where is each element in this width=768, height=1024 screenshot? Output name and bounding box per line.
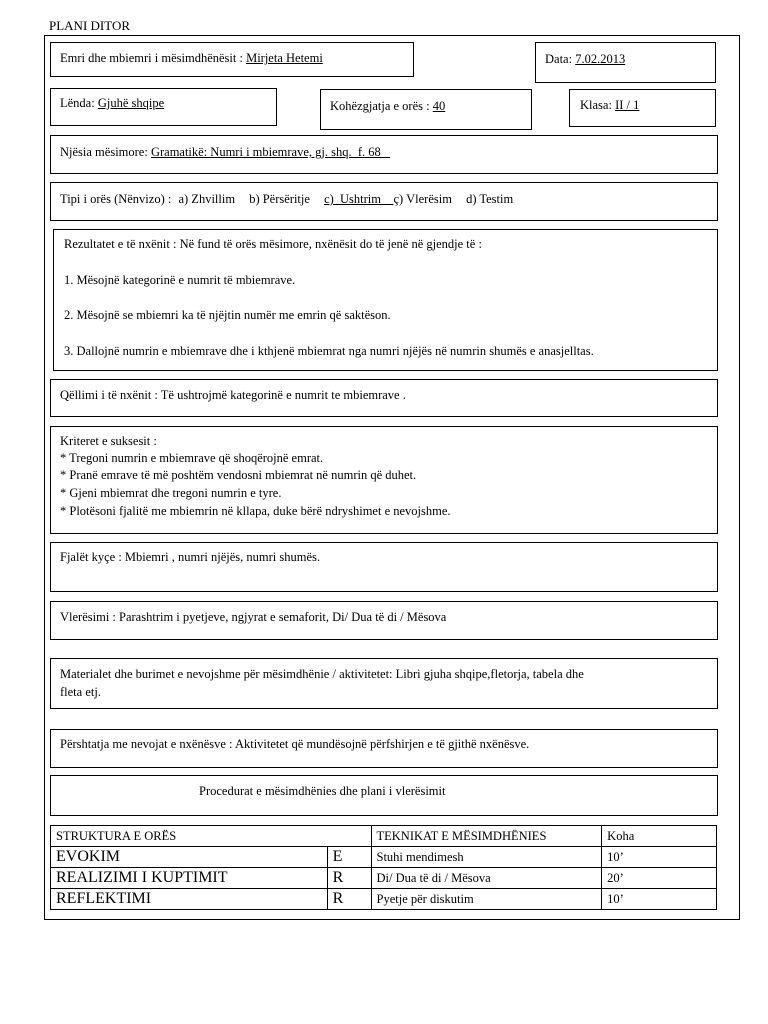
teacher-label: Emri dhe mbiemri i mësimdhënësit : (60, 51, 243, 65)
assessment-text: Vlerësimi : Parashtrim i pyetjeve, ngjyrat e semaforit, Di/ Dua të di / Mësova (60, 610, 447, 624)
materials-box (50, 658, 718, 709)
class-box (569, 89, 716, 127)
subject-label: Lënda: (60, 96, 95, 110)
code-cell: R (327, 868, 371, 889)
unit-value: Gramatikë: Numri i mbiemrave, gj. shq. f. 68 (150, 145, 391, 159)
class-value: II / 1 (615, 98, 640, 112)
technique-cell: Pyetje për diskutim (371, 889, 602, 910)
adaptation-text: Përshtatja me nevojat e nxënësve : Aktivitetet që mundësojnë përfshirjen e të gjithë nxënësve. (60, 737, 530, 751)
option-vleresim: ç) Vlerësim (393, 192, 452, 206)
technique-cell: Stuhi mendimesh (371, 847, 602, 868)
subject-box (50, 88, 277, 126)
phase-cell: REFLEKTIMI (51, 889, 328, 910)
class-label: Klasa: (580, 98, 612, 112)
option-testim: d) Testim (466, 192, 514, 206)
table-header-row (51, 826, 717, 847)
assessment-box (50, 601, 718, 640)
criteria-item: * Gjeni mbiemrat dhe tregoni numrin e tyre. (60, 486, 282, 500)
phase-cell: EVOKIM (51, 847, 328, 868)
option-zhvillim: a) Zhvillim (178, 192, 236, 206)
option-ushtrim: c) Ushtrim (324, 192, 381, 206)
option-perseritje: b) Përsëritje (249, 192, 310, 206)
outcome-item: 3. Dallojnë numrin e mbiemrave dhe i kthjenë mbiemrat nga numri njëjës në numrin shumës e anasjelltas. (64, 344, 594, 358)
duration-box (320, 89, 532, 130)
goal-box (50, 379, 718, 417)
outcome-item: 2. Mësojnë se mbiemri ka të njëjtin numër me emrin që saktëson. (64, 308, 391, 322)
phase-cell: REALIZIMI I KUPTIMIT (51, 868, 328, 889)
duration-value: 40 (432, 99, 446, 113)
time-cell: 10’ (602, 847, 717, 868)
header-techniques: TEKNIKAT E MËSIMDHËNIES (371, 826, 602, 847)
outcome-item: 1. Mësojnë kategorinë e numrit të mbiemrave. (64, 273, 296, 287)
subject-value: Gjuhë shqipe (97, 96, 165, 110)
header-time: Koha (602, 826, 717, 847)
procedures-title: Procedurat e mësimdhënies dhe plani i vlerësimit (199, 784, 446, 798)
lesson-type-label: Tipi i orës (Nënvizo) : (60, 192, 172, 206)
time-cell: 20’ (602, 868, 717, 889)
criteria-item: * Plotësoni fjalitë me mbiemrin në kllapa, duke bërë ndryshimet e nevojshme. (60, 504, 451, 518)
keywords-text: Fjalët kyçe : Mbiemri , numri njëjës, numri shumës. (60, 550, 321, 564)
structure-table (50, 825, 717, 910)
materials-line-2: fleta etj. (60, 685, 101, 699)
time-cell: 10’ (602, 889, 717, 910)
criteria-title: Kriteret e suksesit : (60, 434, 157, 448)
page-title: PLANI DITOR (49, 18, 131, 33)
technique-cell: Di/ Dua të di / Mësova (371, 868, 602, 889)
outcomes-intro: Rezultatet e të nxënit : Në fund të orës mësimore, nxënësit do të jenë në gjendje të : (64, 237, 482, 251)
date-value: 7.02.2013 (575, 52, 626, 66)
goal-text: Qëllimi i të nxënit : Të ushtrojmë kategorinë e numrit te mbiemrave . (60, 388, 406, 402)
table-row (51, 868, 717, 889)
teacher-box (50, 42, 414, 77)
teacher-name: Mirjeta Hetemi (246, 51, 323, 65)
keywords-box (50, 542, 718, 592)
criteria-item: * Tregoni numrin e mbiemrave që shoqërojnë emrat. (60, 451, 324, 465)
materials-line-1: Materialet dhe burimet e nevojshme për mësimdhënie / aktivitetet: Libri gjuha shqipe,fletorja, tabela dhe (60, 667, 584, 681)
header-structure: STRUKTURA E ORËS (51, 826, 372, 847)
criteria-item: * Pranë emrave të më poshtëm vendosni mbiemrat në numrin që duhet. (60, 468, 417, 482)
table-row (51, 847, 717, 868)
unit-label: Njësia mësimore: (60, 145, 148, 159)
date-label: Data: (545, 52, 573, 66)
date-box (535, 42, 716, 83)
outcomes-box (53, 229, 718, 371)
code-cell: R (327, 889, 371, 910)
duration-label: Kohëzgjatja e orës : (330, 99, 430, 113)
unit-box (50, 135, 718, 174)
adaptation-box (50, 729, 718, 768)
lesson-type-box (50, 182, 718, 221)
criteria-box (50, 426, 718, 534)
code-cell: E (327, 847, 371, 868)
table-row (51, 889, 717, 910)
procedures-box (50, 775, 718, 816)
